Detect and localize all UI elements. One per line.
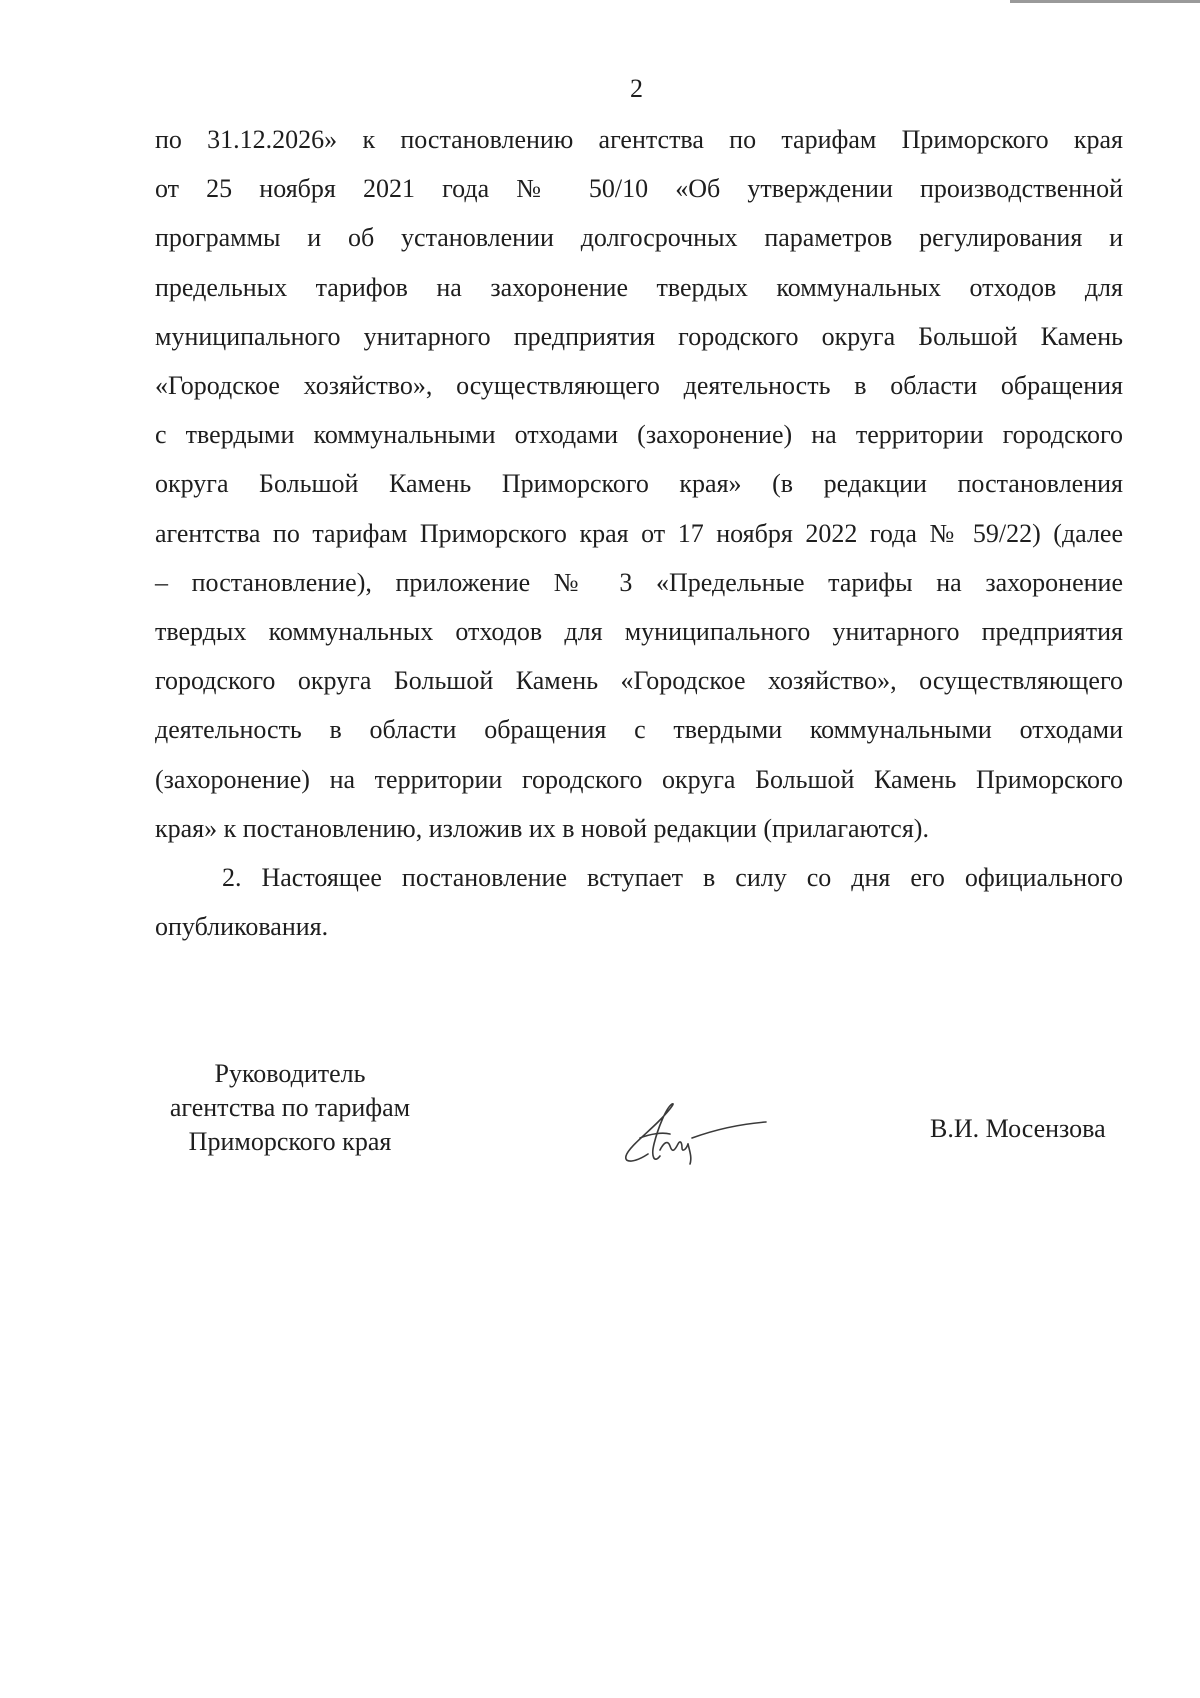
text-line: предельных тарифов на захоронение твердых коммунальных отходов для [155, 272, 1123, 302]
text-line: – постановление), приложение № 3 «Предельные тарифы на захоронение [155, 567, 1123, 597]
signatory-title-line: агентства по тарифам [169, 1093, 411, 1122]
text-line: опубликования. [155, 912, 329, 942]
text-line: муниципального унитарного предприятия городского округа Большой Камень [155, 321, 1123, 351]
text-line: «Городское хозяйство», осуществляющего деятельность в области обращения [155, 371, 1123, 401]
text-line: 2. Настоящее постановление вступает в силу со дня его официального [222, 863, 1123, 893]
text-line: (захоронение) на территории городского округа Большой Камень Приморского [155, 764, 1123, 794]
text-line: по 31.12.2026» к постановлению агентства по тарифам Приморского края [155, 125, 1123, 154]
text-line: края» к постановлению, изложив их в новой редакции (прилагаются). [155, 813, 929, 843]
text-line: деятельность в области обращения с твердыми коммунальными отходами [155, 715, 1123, 745]
text-line: программы и об установлении долгосрочных параметров регулирования и [155, 223, 1123, 253]
page-number: 2 [630, 74, 643, 103]
text-line: агентства по тарифам Приморского края от 17 ноября 2022 года № 59/22) (далее [155, 518, 1123, 548]
text-line: с твердыми коммунальными отходами (захоронение) на территории городского [155, 420, 1123, 450]
signatory-name: В.И. Мосензова [930, 1114, 1106, 1143]
signatory-title-line: Руководитель [214, 1059, 366, 1088]
text-line: округа Большой Камень Приморского края» (в редакции постановления [155, 469, 1123, 499]
text-line: городского округа Большой Камень «Городское хозяйство», осуществляющего [155, 666, 1123, 696]
signatory-title [145, 1057, 435, 1159]
signatory-title-line: Приморского края [188, 1127, 392, 1156]
scan-edge-mark [1010, 0, 1200, 3]
handwritten-signature-icon [618, 1094, 778, 1174]
text-line: от 25 ноября 2021 года № 50/10 «Об утверждении производственной [155, 174, 1123, 204]
document-body [155, 115, 1123, 951]
text-line: твердых коммунальных отходов для муниципального унитарного предприятия [155, 617, 1123, 647]
